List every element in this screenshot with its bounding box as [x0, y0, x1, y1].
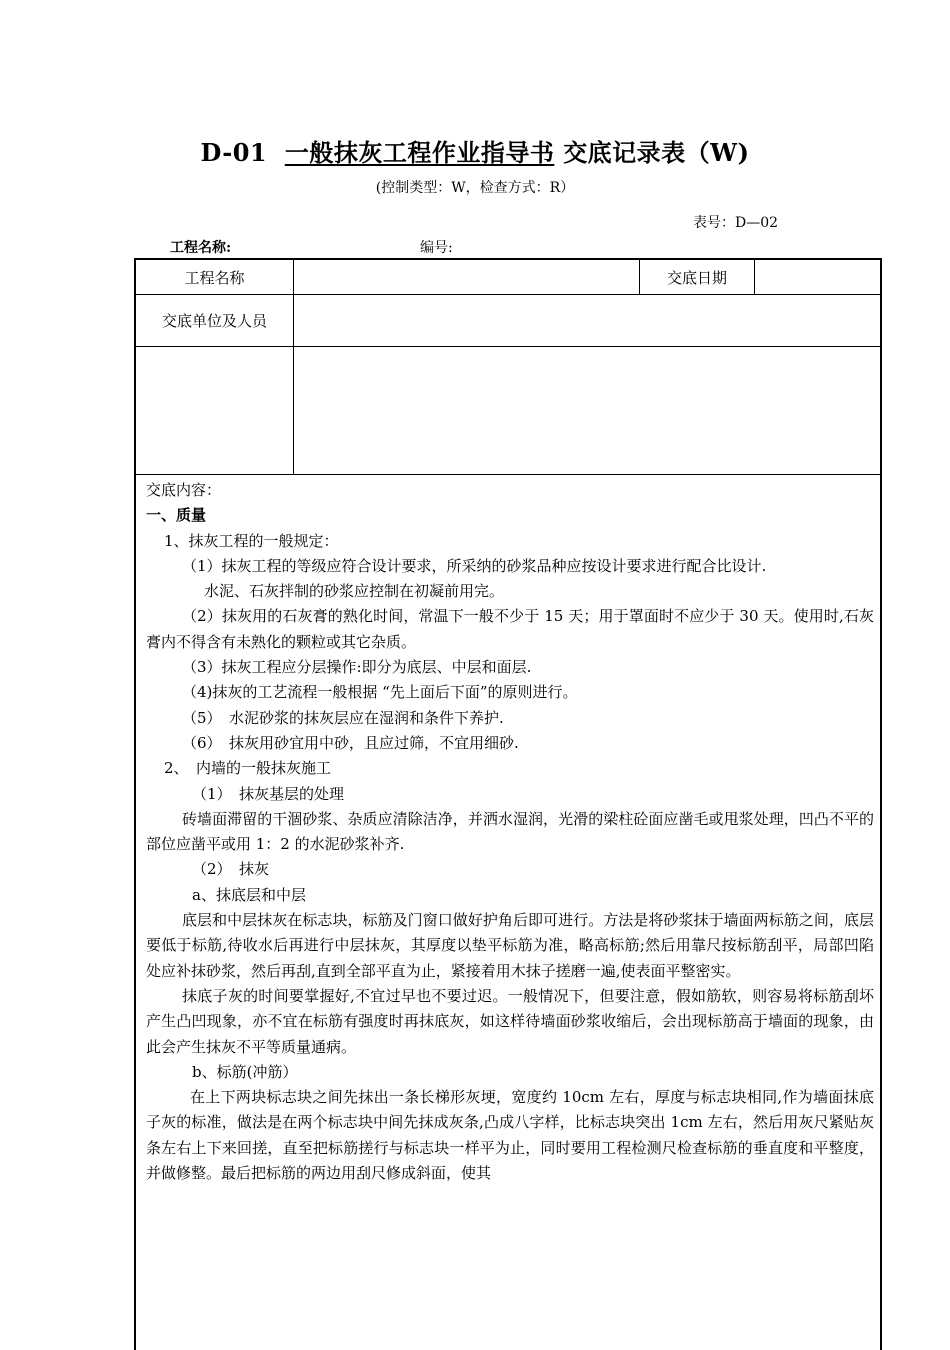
- title-suffix: 交底记录表（W): [563, 138, 750, 167]
- rule-item: （3）抹灰工程应分层操作:即分为底层、中层和面层.: [182, 658, 532, 677]
- step-subheading: b、标筋(冲筋）: [192, 1062, 298, 1081]
- form-number: 表号：D—02: [693, 215, 779, 231]
- rule-item-continuation: 水泥、石灰拌制的砂浆应控制在初凝前用完。: [204, 582, 505, 601]
- rule-item: （1）抹灰工程的等级应符合设计要求，所采纳的砂浆品种应按设计要求进行配合比设计.: [182, 556, 767, 575]
- rule-item: （4)抹灰的工艺流程一般根据 “先上面后下面”的原则进行。: [182, 683, 578, 702]
- handover-content: [146, 478, 874, 1186]
- step-subheading: a、抹底层和中层: [192, 885, 306, 904]
- blank-label-cell: [136, 347, 293, 474]
- blank-value-cell[interactable]: [294, 347, 880, 474]
- paragraph: 砖墙面滞留的干涸砂浆、杂质应清除洁净，并洒水湿润，光滑的梁柱砼面应凿毛或甩浆处理，凹凸不平的部位应凿平或用 1：2 的水泥砂浆补齐.: [146, 809, 874, 854]
- section-title: 一、质量: [146, 506, 207, 525]
- subtitle: (控制类型：W，检查方式：R）: [375, 180, 575, 196]
- handover-date-value[interactable]: [755, 260, 880, 294]
- handover-date-cell: 交底日期: [666, 269, 727, 287]
- content-label: 交底内容：: [146, 481, 222, 499]
- paragraph: 底层和中层抹灰在标志块，标筋及门窗口做好护角后即可进行。方法是将砂浆抹于墙面两标筋之间，底层要低于标筋,待收水后再进行中层抹灰，其厚度以垫平标筋为准，略高标筋;然后用靠尺按标筋刮平，局部凹陷处应补抹砂浆，然后再刮,直到全部平直为止，紧接着用木抹子搓磨一遍,使表面平整密实。: [146, 911, 874, 980]
- step-heading: （2） 抹灰: [192, 860, 270, 879]
- step-heading: （1） 抹灰基层的处理: [192, 784, 345, 803]
- rule-item: （6） 抹灰用砂宜用中砂，且应过筛，不宜用细砂.: [182, 733, 519, 752]
- document-title: [0, 133, 950, 168]
- title-underlined: 一般抹灰工程作业指导书: [284, 138, 555, 167]
- rule-item: （5） 水泥砂浆的抹灰层应在湿润和条件下养护.: [182, 708, 504, 727]
- handover-unit-cell: 交底单位及人员: [161, 312, 267, 330]
- project-name-label: 工程名称:: [170, 240, 232, 256]
- rule-item: （2）抹灰用的石灰膏的熟化时间，常温下一般不少于 15 天；用于罩面时不应少于 30 天。使用时,石灰膏内不得含有未熟化的颗粒或其它杂质。: [146, 607, 874, 651]
- paragraph: 在上下两块标志块之间先抹出一条长梯形灰埂，宽度约 10cm 左右，厚度与标志块相同,作为墙面抹底子灰的标准，做法是在两个标志块中间先抹成灰条,凸成八字样，比标志块突出 1cm 左右，然后用灰尺紧贴灰条左右上下来回搓，直至把标筋搓行与标志块一样平为止，同时要用工程检测尺检查标筋的垂直度和平整度，并做修整。最后把标筋的两边用刮尺修成斜面，使其: [146, 1088, 874, 1183]
- serial-label: 编号:: [420, 240, 453, 256]
- paragraph: 抹底子灰的时间要掌握好,不宜过早也不要过迟。一般情况下，但要注意，假如筋软，则容易将标筋刮坏产生凸凹现象，亦不宜在标筋有强度时再抹底灰，如这样待墙面砂浆收缩后，会出现标筋高于墙面的现象，由此会产生抹灰不平等质量通病。: [146, 986, 874, 1056]
- handover-unit-value[interactable]: [294, 295, 880, 346]
- subsection-heading: 2、 内墙的一般抹灰施工: [164, 759, 332, 778]
- subsection-heading: 1、抹灰工程的一般规定：: [164, 531, 339, 550]
- project-name-cell: 工程名称: [184, 269, 245, 287]
- title-prefix: D-01: [200, 138, 268, 167]
- project-name-value[interactable]: [294, 260, 639, 294]
- row-divider: [136, 474, 880, 475]
